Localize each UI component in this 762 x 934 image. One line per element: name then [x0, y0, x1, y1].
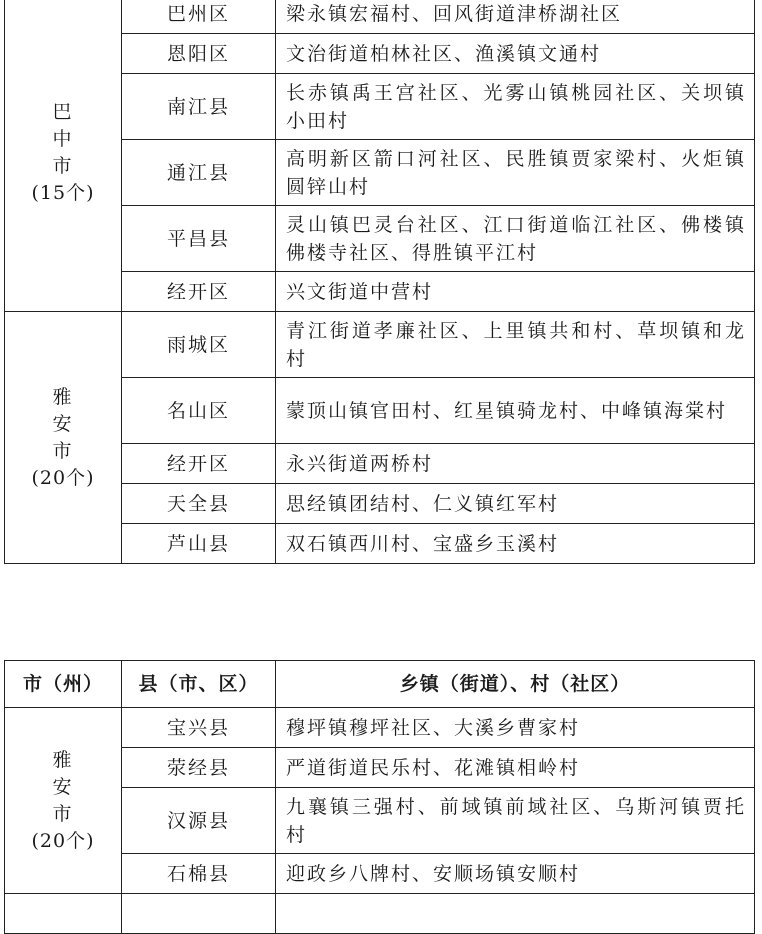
towns-cell: 蒙顶山镇官田村、红星镇骑龙村、中峰镇海棠村: [276, 378, 755, 444]
towns-cell: 思经镇团结村、仁义镇红军村: [276, 484, 755, 524]
table-row: [5, 708, 755, 748]
city-name-char: 中: [52, 127, 74, 150]
towns-cell: 长赤镇禹王宫社区、光雾山镇桃园社区、关坝镇小田村: [276, 74, 755, 140]
county-cell: 石棉县: [122, 854, 276, 894]
city-name-char: 安: [52, 775, 74, 798]
county-cell: 汉源县: [122, 788, 276, 854]
city-name-char: 雅: [52, 748, 74, 771]
city-cell-yaan: [5, 708, 122, 894]
city-name-char: 雅: [52, 385, 74, 408]
table-bottom: [4, 660, 755, 934]
county-cell: 经开区: [122, 272, 276, 312]
table-top: [4, 0, 755, 564]
table-row: [5, 312, 755, 378]
towns-cell: 穆坪镇穆坪社区、大溪乡曹家村: [276, 708, 755, 748]
city-name-char: 市: [52, 154, 74, 177]
county-cell: 通江县: [122, 140, 276, 206]
county-cell: 南江县: [122, 74, 276, 140]
county-cell: 经开区: [122, 444, 276, 484]
towns-cell: 迎政乡八牌村、安顺场镇安顺村: [276, 854, 755, 894]
city-count: (15个): [31, 181, 95, 204]
towns-cell: 文治街道柏林社区、渔溪镇文通村: [276, 34, 755, 74]
city-cell-bazhong: [5, 0, 122, 312]
county-cell: 天全县: [122, 484, 276, 524]
city-count: (20个): [31, 829, 95, 852]
table-row: [5, 0, 755, 34]
towns-cell: 兴文街道中营村: [276, 272, 755, 312]
city-name-char: 巴: [52, 100, 74, 123]
header-towns: 乡镇（街道）、村（社区）: [276, 661, 755, 708]
towns-cell: 青江街道孝廉社区、上里镇共和村、草坝镇和龙村: [276, 312, 755, 378]
city-name-char: 市: [52, 439, 74, 462]
county-cell: 平昌县: [122, 206, 276, 272]
county-cell: 恩阳区: [122, 34, 276, 74]
table-header-row: [5, 661, 755, 708]
towns-cell: 永兴街道两桥村: [276, 444, 755, 484]
city-name-char: 安: [52, 412, 74, 435]
county-cell: 荥经县: [122, 748, 276, 788]
county-cell: 宝兴县: [122, 708, 276, 748]
county-cell: 巴州区: [122, 0, 276, 34]
city-count: (20个): [31, 466, 95, 489]
county-cell: 名山区: [122, 378, 276, 444]
towns-cell: 严道街道民乐村、花滩镇相岭村: [276, 748, 755, 788]
county-cell: 雨城区: [122, 312, 276, 378]
towns-cell: 双石镇西川村、宝盛乡玉溪村: [276, 524, 755, 564]
towns-cell: 高明新区箭口河社区、民胜镇贾家梁村、火炬镇圆锌山村: [276, 140, 755, 206]
towns-cell: 梁永镇宏福村、回风街道津桥湖社区: [276, 0, 755, 34]
towns-cell: 灵山镇巴灵台社区、江口街道临江社区、佛楼镇佛楼寺社区、得胜镇平江村: [276, 206, 755, 272]
towns-cell: 九襄镇三强村、前域镇前域社区、乌斯河镇贾托村: [276, 788, 755, 854]
city-name-char: 市: [52, 802, 74, 825]
header-city: 市（州）: [5, 661, 122, 708]
county-cell: 芦山县: [122, 524, 276, 564]
city-cell-yaan: [5, 312, 122, 564]
header-county: 县（市、区）: [122, 661, 276, 708]
